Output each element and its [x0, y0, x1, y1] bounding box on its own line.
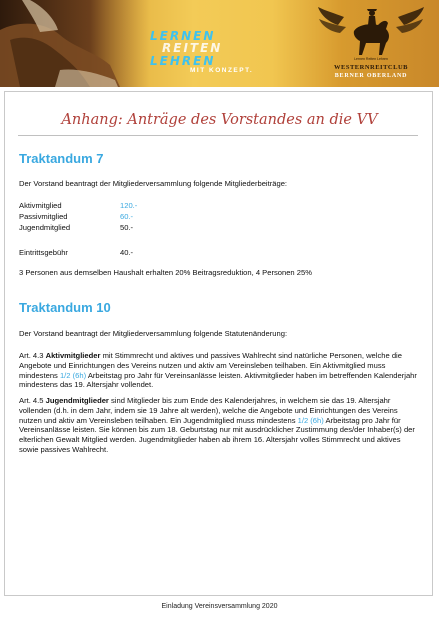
- art-text: mit Stimmrecht und aktives und passives Wahlrecht sind natürliche Personen, welche die Angebote und Einrichtungen des Vereins nutzen und aktiv am Vereinsleben teilhaben. Ein Aktivmitglied muss mindestens: [19, 351, 402, 380]
- fee-row-aktiv: [19, 201, 137, 210]
- fee-amount: 120.-: [120, 201, 138, 210]
- logo-club-name: WESTERNREITCLUB: [334, 64, 408, 71]
- fee-label: Jugendmitglied: [19, 223, 71, 232]
- fee-label: Passivmitglied: [19, 212, 68, 221]
- page-footer: Einladung Vereinsversammlung 2020: [161, 603, 278, 610]
- fee-label: Eintrittsgebühr: [19, 248, 68, 257]
- art-text: Arbeitstag pro Jahr für Vereinsanlässe leisten. Sie können bis zum 18. Geburtstag nur mit ausdrücklicher Zustimmung des/der Inhaber(s) der elterlichen Gewalt Mitglied werden. Jugendmitglieder haben ab ihrem 16. Altersjahr volles Stimmrecht und aktives sowie passives Wahlrecht.: [19, 415, 415, 454]
- paragraph-art-4-3: [19, 351, 419, 390]
- section2-intro: Der Vorstand beantragt der Mitgliederversammlung folgende Statutenänderung:: [19, 329, 288, 338]
- section1-intro: Der Vorstand beantragt der Mitgliederversammlung folgende Mitgliederbeiträge:: [19, 179, 288, 188]
- art-text: sind Mitglieder bis zum Ende des Kalenderjahres, in welchem sie das 19. Altersjahr vollenden (d.h. in dem Jahr, indem sie 19 Jahre alt werden), welche die Angebote und Einrichtungen des Vereins nutzen und aktiv am Vereinsleben teilhaben. Ein Jugendmitglied muss mindestens: [19, 396, 398, 425]
- page-title: Anhang: Anträge des Vorstandes an die VV: [61, 112, 378, 128]
- section-heading-traktandum-10: Traktandum 10: [19, 300, 111, 315]
- logo-region: BERNER OBERLAND: [334, 73, 408, 79]
- fee-label: Aktivmitglied: [19, 201, 62, 210]
- art-number: Art. 4.5: [19, 396, 46, 405]
- title-divider: [18, 135, 418, 136]
- section-heading-traktandum-7: Traktandum 7: [19, 151, 104, 166]
- tagline-sub: MIT KONZEPT.: [190, 67, 254, 74]
- club-logo: [316, 3, 426, 87]
- art-highlight: 1/2 (6h): [297, 415, 324, 425]
- fee-row-jugend: [19, 223, 133, 232]
- paragraph-art-4-5: [19, 396, 419, 455]
- art-number: Art. 4.3: [19, 351, 46, 360]
- art-term: Aktivmitglieder: [45, 351, 101, 360]
- fee-amount: 50.-: [120, 223, 134, 232]
- art-text: Arbeitstag pro Jahr für Vereinsanlässe leisten. Aktivmitglieder haben im betreffenden Kalenderjahr mindestens das 19. Altersjahr vollendet.: [19, 370, 417, 390]
- content-frame: [4, 91, 433, 596]
- tagline-word-1: LERNEN: [150, 29, 216, 43]
- tagline-word-2: REITEN: [162, 41, 223, 55]
- fee-row-passiv: [19, 212, 133, 221]
- section1-note: 3 Personen aus demselben Haushalt erhalten 20% Beitragsreduktion, 4 Personen 25%: [19, 268, 312, 277]
- logo-motto: Lernen Reiten Lehren: [354, 57, 388, 61]
- horse-rider-photo: [0, 0, 150, 87]
- art-highlight: 1/2 (6h): [59, 370, 87, 380]
- fee-amount: 60.-: [120, 212, 134, 221]
- rider-emblem-icon: [316, 3, 426, 63]
- tagline-word-3: LEHREN: [150, 54, 216, 68]
- fee-row-eintritt: [19, 248, 133, 257]
- art-term: Jugendmitglieder: [45, 396, 109, 405]
- fee-amount: 40.-: [120, 248, 134, 257]
- header-banner: [0, 0, 439, 87]
